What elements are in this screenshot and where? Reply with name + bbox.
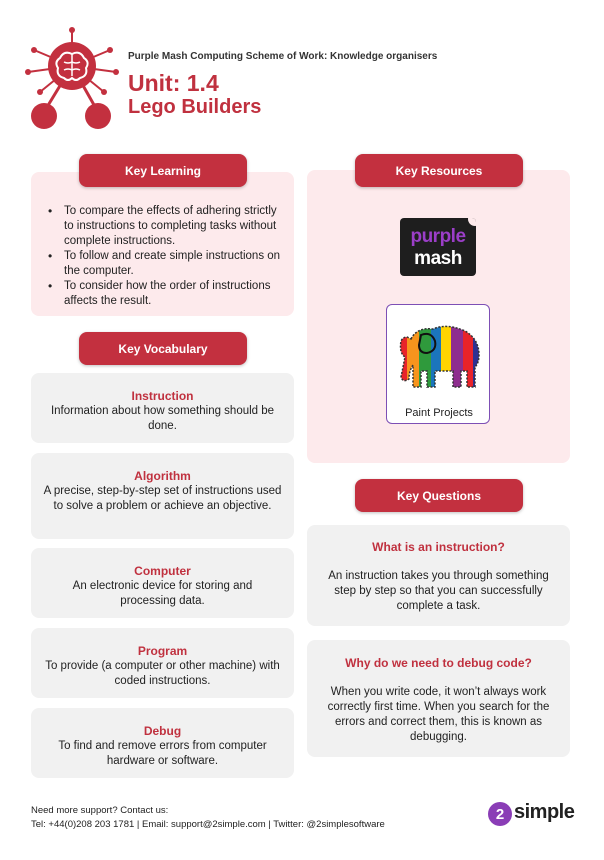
- vocab-card-debug: [31, 708, 294, 778]
- 2simple-logo[interactable]: [488, 799, 578, 831]
- vocab-term: Debug: [143, 724, 182, 738]
- footer-support: Need more support? Contact us:: [31, 805, 169, 816]
- list-item: • To follow and create simple instructions on the computer.: [46, 249, 286, 279]
- vocab-definition: Information about how something should be done.: [50, 405, 275, 432]
- paint-projects-label: Paint Projects: [405, 407, 473, 419]
- vocab-definition: An electronic device for storing and processing data.: [72, 580, 253, 607]
- question-card-debug: [307, 640, 570, 757]
- unit-title: Lego Builders: [128, 96, 262, 118]
- question-title: Why do we need to debug code?: [345, 656, 532, 670]
- paint-projects-card[interactable]: [386, 304, 490, 424]
- vocab-definition: To provide (a computer or other machine) with coded instructions.: [45, 660, 280, 687]
- vocab-definition: To find and remove errors from computer hardware or software.: [58, 740, 267, 767]
- vocab-card-program: [31, 628, 294, 698]
- key-resources-heading: Key Resources: [355, 154, 523, 187]
- key-learning-list: [46, 204, 286, 309]
- scheme-subtitle: Purple Mash Computing Scheme of Work: Knowledge organisers: [128, 51, 438, 62]
- vocab-term: Computer: [134, 564, 191, 578]
- footer-contact: Tel: +44(0)208 203 1781 | Email: support@2simple.com | Twitter: @2simplesoftware: [31, 819, 385, 830]
- unit-number: Unit: 1.4: [128, 70, 219, 96]
- list-item: • To compare the effects of adhering strictly to instructions to completing tasks without complete instructions.: [46, 204, 286, 249]
- key-learning-heading: Key Learning: [79, 154, 247, 187]
- rainbow-elephant-icon: [393, 321, 485, 393]
- question-title: What is an instruction?: [372, 540, 505, 554]
- vocab-term: Algorithm: [134, 469, 191, 483]
- vocab-term: Instruction: [131, 389, 194, 403]
- vocab-card-instruction: [31, 373, 294, 443]
- key-vocabulary-heading: Key Vocabulary: [79, 332, 247, 365]
- 2simple-logo-text: simple: [514, 801, 575, 823]
- vocab-definition: A precise, step-by-step set of instructions used to solve a problem or achieve an objective.: [43, 485, 282, 512]
- 2simple-logo-mark: 2: [488, 802, 512, 826]
- question-answer: An instruction takes you through something step by step so that you can successfully complete a task.: [328, 570, 549, 612]
- vocab-card-computer: [31, 548, 294, 618]
- question-card-instruction: [307, 525, 570, 626]
- list-item: • To consider how the order of instructions affects the result.: [46, 279, 286, 309]
- vocab-card-algorithm: [31, 453, 294, 539]
- purple-mash-logo-purple: purple: [410, 226, 466, 247]
- purple-mash-logo-mash: mash: [414, 248, 462, 269]
- purple-mash-logo[interactable]: [400, 218, 476, 276]
- key-questions-heading: Key Questions: [355, 479, 523, 512]
- question-answer: When you write code, it won’t always work correctly first time. When you search for the errors and correct them, this is known as debugging.: [327, 686, 550, 743]
- vocab-term: Program: [137, 644, 188, 658]
- brain-network-icon: [24, 26, 120, 134]
